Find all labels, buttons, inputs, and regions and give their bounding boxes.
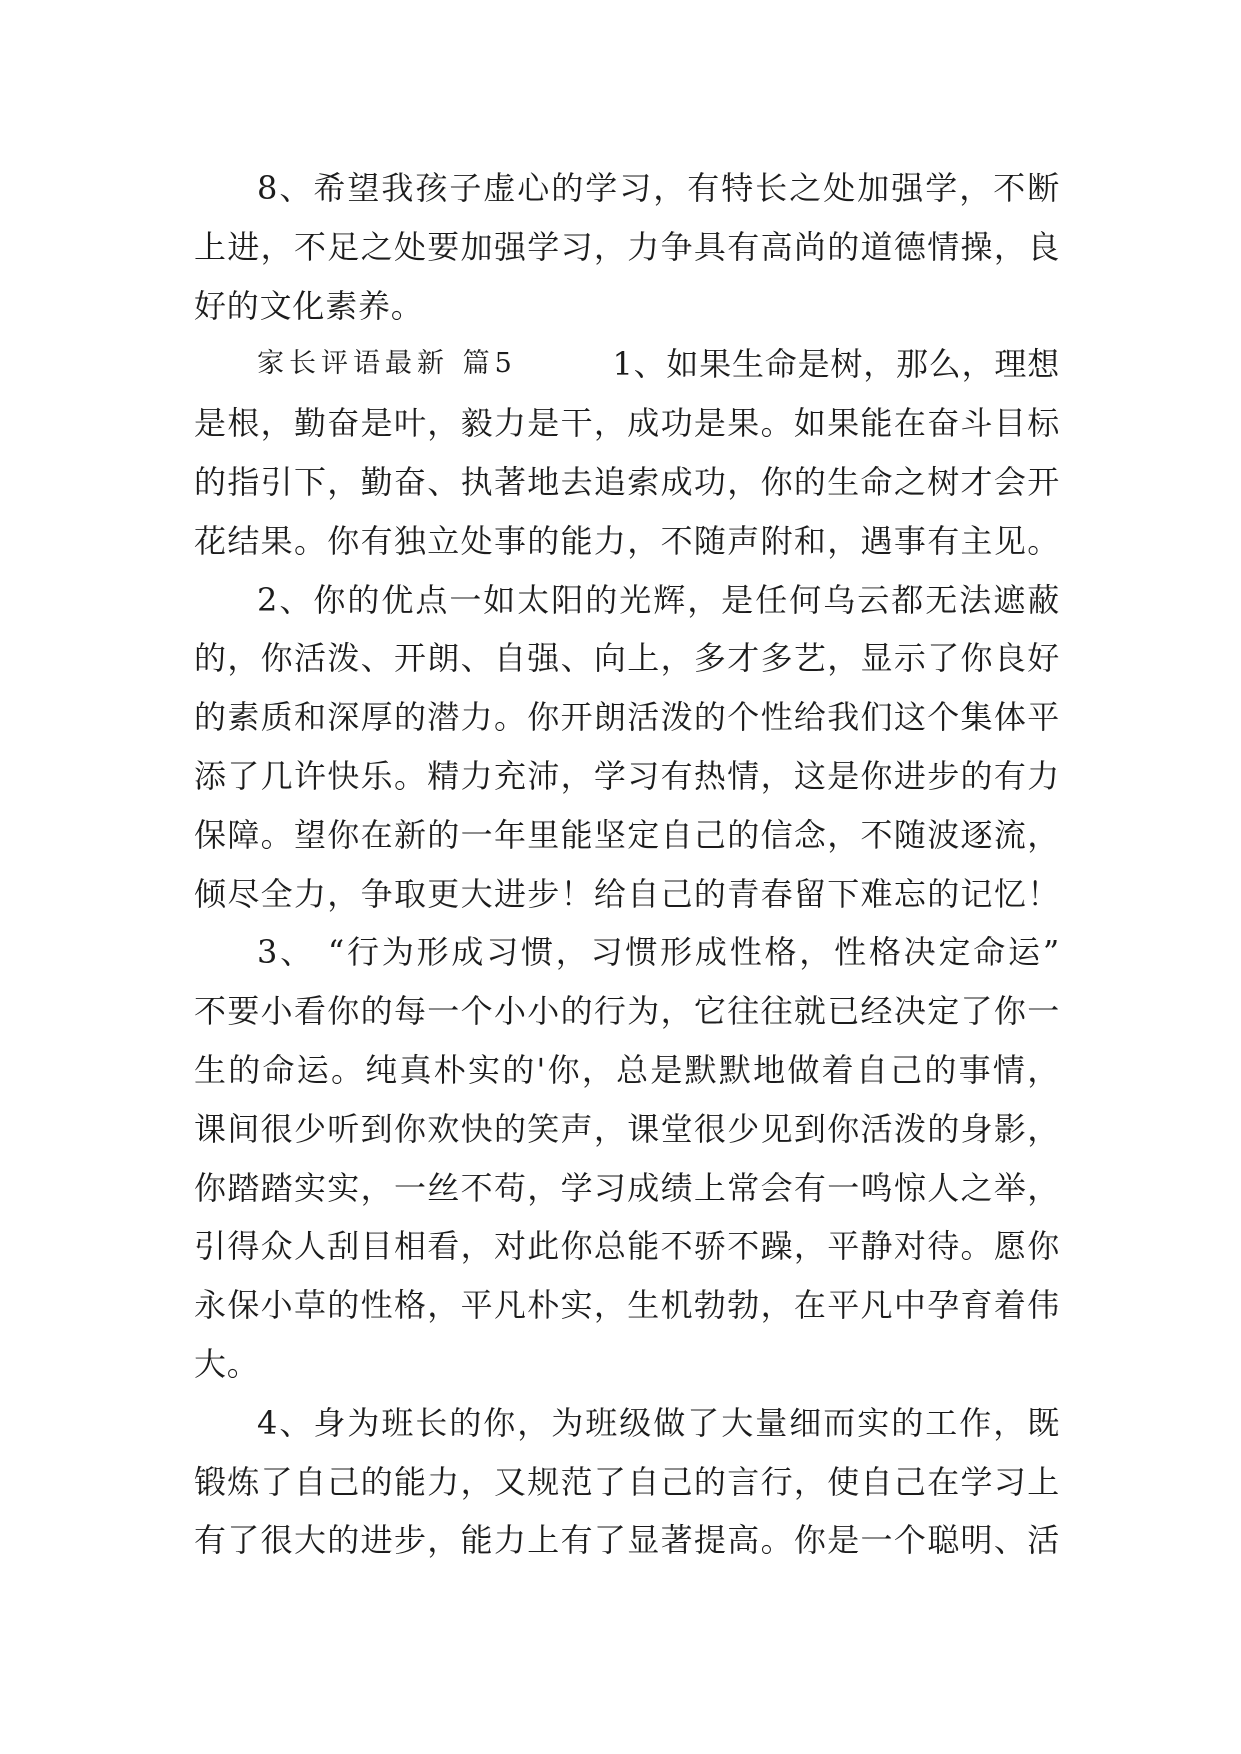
document-body bbox=[194, 159, 1060, 1570]
text-line: 大。 bbox=[194, 1344, 260, 1383]
text-line: 你踏踏实实，一丝不苟，学习成绩上常会有一鸣惊人之举， bbox=[194, 1168, 1060, 1207]
text-line: 添了几许快乐。精力充沛，学习有热情，这是你进步的有力 bbox=[194, 756, 1060, 795]
text-line: 保障。望你在新的一年里能坚定自己的信念，不随波逐流， bbox=[194, 815, 1060, 854]
text-line: 花结果。你有独立处事的能力，不随声附和，遇事有主见。 bbox=[194, 521, 1060, 560]
text-line: 锻炼了自己的能力，又规范了自己的言行，使自己在学习上 bbox=[194, 1462, 1060, 1501]
text-line: 生的命运。纯真朴实的'你，总是默默地做着自己的事情， bbox=[194, 1050, 1060, 1089]
text-line: 上进，不足之处要加强学习，力争具有高尚的道德情操，良 bbox=[194, 227, 1060, 266]
text-line: 2、你的优点一如太阳的光辉，是任何乌云都无法遮蔽 bbox=[257, 580, 1060, 619]
text-line: 8、希望我孩子虚心的学习，有特长之处加强学，不断 bbox=[257, 169, 1060, 207]
text-line: 永保小草的性格，平凡朴实，生机勃勃，在平凡中孕育着伟 bbox=[194, 1286, 1060, 1325]
text-line: 的指引下，勤奋、执著地去追索成功，你的生命之树才会开 bbox=[194, 462, 1060, 501]
text-line: 有了很大的进步，能力上有了显著提高。你是一个聪明、活 bbox=[194, 1521, 1060, 1560]
section-heading: 家长评语最新 篇5 bbox=[257, 348, 517, 380]
text-line: 3、 “行为形成习惯，习惯形成性格，性格决定命运” bbox=[257, 933, 1060, 972]
text-line: 的，你活泼、开朗、自强、向上，多才多艺，显示了你良好 bbox=[194, 639, 1060, 678]
text-line: 是根，勤奋是叶，毅力是干，成功是果。如果能在奋斗目标 bbox=[194, 404, 1060, 443]
text-line: 引得众人刮目相看，对此你总能不骄不躁，平静对待。愿你 bbox=[194, 1227, 1060, 1266]
text-line: 不要小看你的每一个小小的行为，它往往就已经决定了你一 bbox=[194, 992, 1060, 1031]
text-line: 的素质和深厚的潜力。你开朗活泼的个性给我们这个集体平 bbox=[194, 698, 1060, 737]
text-line: 4、身为班长的你，为班级做了大量细而实的工作，既 bbox=[257, 1403, 1060, 1442]
section-heading-line bbox=[194, 335, 1060, 394]
text-line: 好的文化素养。 bbox=[194, 286, 424, 325]
text-line: 课间很少听到你欢快的笑声，课堂很少见到你活泼的身影， bbox=[194, 1109, 1060, 1148]
text-line: 倾尽全力，争取更大进步！给自己的青春留下难忘的记忆！ bbox=[194, 874, 1060, 913]
text-line: 1、如果生命是树，那么，理想 bbox=[612, 345, 1060, 384]
